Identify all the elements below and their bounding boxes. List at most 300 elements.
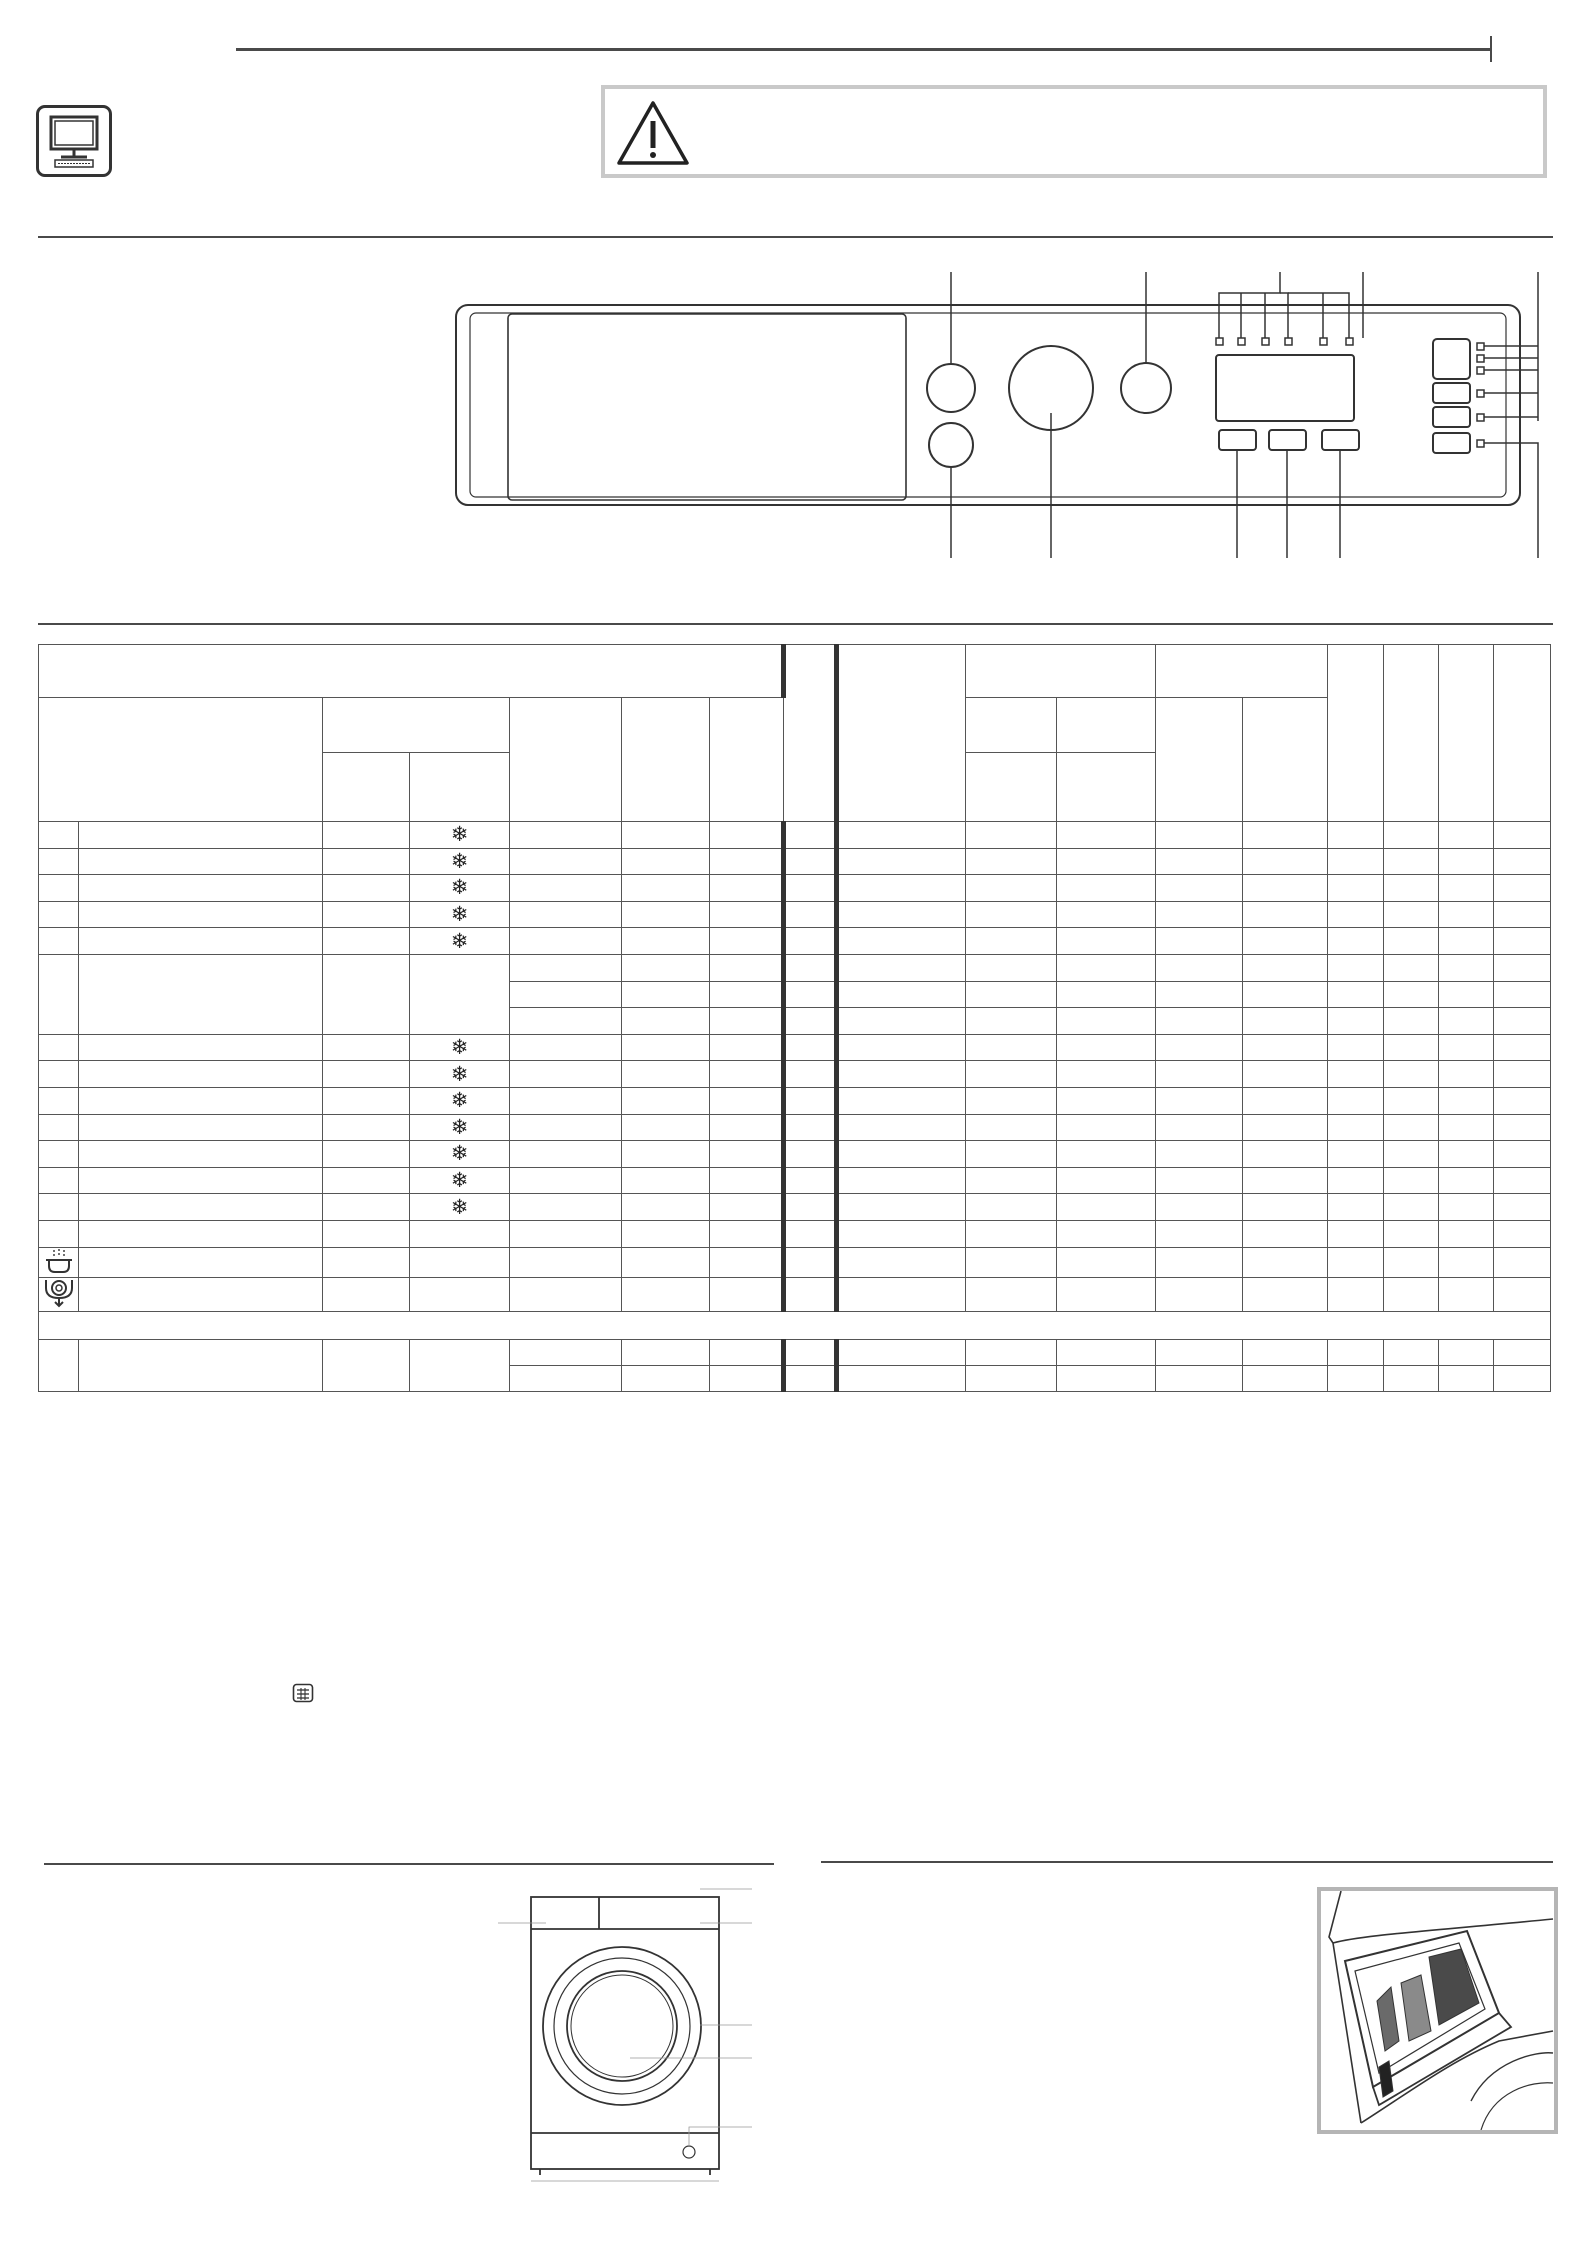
table-cell — [1156, 1167, 1242, 1194]
section-rule — [38, 623, 1553, 625]
table-cell — [783, 1247, 836, 1277]
table-cell — [966, 1365, 1057, 1391]
table-cell — [966, 1247, 1057, 1277]
table-cell — [1156, 1034, 1242, 1061]
table-cell — [783, 1034, 836, 1061]
table-cell — [1057, 901, 1156, 928]
table-cell — [783, 1087, 836, 1114]
table-cell — [837, 1247, 966, 1277]
table-cell — [509, 875, 621, 902]
snowflake-icon: ❄ — [450, 1061, 469, 1086]
table-cell — [39, 1220, 79, 1247]
table-cell — [837, 822, 966, 849]
table-cell — [966, 1167, 1057, 1194]
monitor-icon — [36, 105, 112, 177]
table-cell — [709, 1220, 783, 1247]
table-cell — [509, 1194, 621, 1221]
table-cell — [1156, 1247, 1242, 1277]
table-cell — [323, 848, 410, 875]
table-cell — [323, 901, 410, 928]
table-cell — [1493, 1087, 1550, 1114]
table-cell — [509, 1167, 621, 1194]
table-cell — [783, 875, 836, 902]
table-cell — [1383, 1247, 1438, 1277]
knob-left-top — [927, 364, 975, 412]
table-cell — [1493, 954, 1550, 981]
table-cell — [1156, 822, 1242, 849]
table-cell — [1156, 1141, 1242, 1168]
spin-drain-icon — [42, 1278, 76, 1308]
table-cell — [1057, 1087, 1156, 1114]
panel-button-1 — [1219, 430, 1256, 450]
table-header-cell — [1156, 645, 1327, 698]
table-cell — [410, 1114, 509, 1141]
washing-machine-diagram — [490, 1885, 760, 2185]
table-cell — [709, 1167, 783, 1194]
table-cell — [323, 1114, 410, 1141]
table-row — [39, 848, 1551, 875]
table-cell — [1242, 1247, 1327, 1277]
detergent-dispenser-illustration — [1317, 1887, 1558, 2134]
table-header-cell — [39, 645, 784, 698]
table-header-cell — [1383, 645, 1438, 822]
table-cell — [709, 1365, 783, 1391]
table-row — [39, 928, 1551, 955]
table-cell — [709, 1277, 783, 1311]
table-cell — [1438, 1167, 1493, 1194]
table-cell — [410, 1087, 509, 1114]
table-cell — [1057, 1339, 1156, 1365]
table-cell — [783, 1114, 836, 1141]
table-cell — [1493, 822, 1550, 849]
table-cell — [323, 1194, 410, 1221]
table-cell — [39, 1247, 79, 1277]
table-cell — [39, 1167, 79, 1194]
warning-box — [601, 85, 1547, 178]
table-cell — [79, 1339, 323, 1391]
table-header-cell — [323, 753, 410, 822]
table-cell — [1493, 1114, 1550, 1141]
table-cell — [79, 901, 323, 928]
table-cell — [509, 848, 621, 875]
table-cell — [79, 1114, 323, 1141]
table-cell — [966, 1114, 1057, 1141]
grid-icon — [292, 1683, 314, 1703]
table-cell — [1383, 1034, 1438, 1061]
table-cell — [837, 1141, 966, 1168]
table-cell — [1156, 848, 1242, 875]
table-cell — [709, 1034, 783, 1061]
table-cell — [79, 822, 323, 849]
table-cell — [1383, 1087, 1438, 1114]
table-cell — [1242, 1141, 1327, 1168]
table-cell — [39, 1277, 79, 1311]
table-cell — [1327, 1277, 1383, 1311]
table-cell — [1438, 875, 1493, 902]
table-cell — [39, 1311, 1551, 1339]
table-cell — [1327, 954, 1383, 981]
table-cell — [323, 1247, 410, 1277]
table-cell — [1438, 848, 1493, 875]
table-cell — [783, 1220, 836, 1247]
table-row — [39, 1087, 1551, 1114]
table-cell — [621, 1141, 709, 1168]
table-cell — [1057, 1365, 1156, 1391]
table-cell — [1327, 1247, 1383, 1277]
table-cell — [410, 848, 509, 875]
table-cell — [1242, 875, 1327, 902]
table-cell — [783, 822, 836, 849]
snowflake-icon: ❄ — [450, 822, 469, 847]
table-cell — [1327, 1194, 1383, 1221]
table-cell — [79, 928, 323, 955]
table-header-cell — [966, 753, 1057, 822]
table-cell — [410, 1247, 509, 1277]
table-cell — [621, 954, 709, 981]
table-cell — [1493, 1167, 1550, 1194]
top-rule — [236, 48, 1490, 51]
table-cell — [709, 1339, 783, 1365]
table-cell — [323, 1087, 410, 1114]
table-cell — [410, 1034, 509, 1061]
table-cell — [1057, 848, 1156, 875]
table-cell — [709, 848, 783, 875]
table-cell — [783, 1365, 836, 1391]
table-cell — [1242, 1339, 1327, 1365]
panel-button-3 — [1322, 430, 1359, 450]
table-cell — [966, 928, 1057, 955]
table-cell — [709, 1247, 783, 1277]
table-cell — [1242, 901, 1327, 928]
table-cell — [1493, 901, 1550, 928]
table-cell — [323, 1034, 410, 1061]
snowflake-icon: ❄ — [450, 875, 469, 900]
table-cell — [1438, 1194, 1493, 1221]
table-cell — [621, 1167, 709, 1194]
table-cell — [39, 1141, 79, 1168]
table-cell — [709, 875, 783, 902]
table-cell — [323, 1277, 410, 1311]
panel-lcd — [1216, 355, 1354, 421]
table-cell — [1057, 1114, 1156, 1141]
table-cell — [410, 1277, 509, 1311]
table-cell — [783, 1008, 836, 1035]
table-cell — [621, 1365, 709, 1391]
table-cell — [783, 954, 836, 981]
table-cell — [79, 1277, 323, 1311]
table-row — [39, 1034, 1551, 1061]
table-cell — [410, 1141, 509, 1168]
table-cell — [966, 954, 1057, 981]
table-row — [39, 1311, 1551, 1339]
table-cell — [509, 1365, 621, 1391]
table-cell — [1383, 901, 1438, 928]
table-cell — [1438, 1008, 1493, 1035]
table-cell — [783, 1141, 836, 1168]
table-cell — [1438, 1141, 1493, 1168]
table-cell — [509, 822, 621, 849]
table-cell — [709, 901, 783, 928]
table-cell — [79, 1034, 323, 1061]
table-cell — [39, 1061, 79, 1088]
table-cell — [709, 1141, 783, 1168]
table-cell — [79, 1194, 323, 1221]
table-header-cell — [1156, 698, 1242, 822]
table-cell — [79, 1167, 323, 1194]
table-cell — [1057, 954, 1156, 981]
table-header-cell — [1057, 698, 1156, 753]
table-cell — [1242, 928, 1327, 955]
table-cell — [410, 1061, 509, 1088]
table-cell — [39, 1034, 79, 1061]
table-cell — [621, 1277, 709, 1311]
table-cell — [323, 822, 410, 849]
table-cell — [621, 901, 709, 928]
table-cell — [621, 822, 709, 849]
table-cell — [410, 875, 509, 902]
table-cell — [1383, 1194, 1438, 1221]
table-cell — [1383, 981, 1438, 1008]
table-cell — [1327, 928, 1383, 955]
table-cell — [1383, 928, 1438, 955]
table-cell — [1438, 1277, 1493, 1311]
table-cell — [323, 1339, 410, 1391]
table-cell — [621, 1061, 709, 1088]
table-cell — [509, 1114, 621, 1141]
table-cell — [1327, 1167, 1383, 1194]
table-cell — [39, 848, 79, 875]
table-cell — [1057, 1141, 1156, 1168]
table-cell — [1327, 848, 1383, 875]
snowflake-icon: ❄ — [450, 902, 469, 927]
table-cell — [1156, 1061, 1242, 1088]
table-cell — [1327, 875, 1383, 902]
table-cell — [1438, 1339, 1493, 1365]
table-header-cell — [621, 698, 709, 822]
table-cell — [1057, 981, 1156, 1008]
table-cell — [79, 1087, 323, 1114]
table-cell — [1383, 1061, 1438, 1088]
snowflake-icon: ❄ — [450, 1141, 469, 1166]
table-cell — [966, 848, 1057, 875]
table-cell — [1438, 1034, 1493, 1061]
table-cell — [1242, 1220, 1327, 1247]
table-cell — [1493, 981, 1550, 1008]
table-cell — [966, 1034, 1057, 1061]
table-cell — [837, 1034, 966, 1061]
table-cell — [1438, 901, 1493, 928]
table-cell — [509, 1061, 621, 1088]
table-cell — [1242, 822, 1327, 849]
table-cell — [783, 1339, 836, 1365]
table-cell — [1327, 1141, 1383, 1168]
panel-button-6 — [1433, 407, 1470, 427]
table-cell — [621, 1247, 709, 1277]
table-header-cell — [1493, 645, 1550, 822]
table-cell — [1057, 1167, 1156, 1194]
table-cell — [621, 928, 709, 955]
table-cell — [39, 875, 79, 902]
table-cell — [39, 954, 79, 1034]
table-cell — [966, 1339, 1057, 1365]
table-header-cell — [1057, 753, 1156, 822]
table-cell — [323, 1220, 410, 1247]
table-cell — [837, 901, 966, 928]
table-cell — [1156, 1339, 1242, 1365]
table-cell — [621, 1034, 709, 1061]
table-cell — [966, 1141, 1057, 1168]
table-cell — [1383, 954, 1438, 981]
machine-door-glass — [567, 1971, 677, 2081]
table-cell — [621, 981, 709, 1008]
table-cell — [1493, 1277, 1550, 1311]
table-cell — [621, 1087, 709, 1114]
table-row — [39, 901, 1551, 928]
table-cell — [1156, 1220, 1242, 1247]
table-cell — [39, 1114, 79, 1141]
table-cell — [1438, 954, 1493, 981]
table-cell — [783, 928, 836, 955]
table-cell — [509, 1277, 621, 1311]
snowflake-icon: ❄ — [450, 1114, 469, 1139]
panel-start-button — [1433, 339, 1470, 379]
panel-display-window — [508, 314, 906, 500]
table-cell — [1242, 1087, 1327, 1114]
table-cell — [39, 1339, 79, 1391]
table-cell — [410, 1167, 509, 1194]
table-cell — [1242, 981, 1327, 1008]
table-cell — [709, 822, 783, 849]
table-cell — [966, 822, 1057, 849]
table-row — [39, 1141, 1551, 1168]
table-cell — [966, 875, 1057, 902]
machine-body — [531, 1897, 719, 2169]
panel-button-7 — [1433, 433, 1470, 453]
table-cell — [1327, 1034, 1383, 1061]
table-cell — [1242, 1114, 1327, 1141]
table-cell — [1242, 1034, 1327, 1061]
panel-button-2 — [1269, 430, 1306, 450]
table-cell — [837, 954, 966, 981]
section-rule-right — [821, 1861, 1553, 1863]
table-row — [39, 954, 1551, 981]
table-cell — [1383, 1277, 1438, 1311]
warning-triangle-icon — [615, 99, 691, 167]
table-cell — [837, 928, 966, 955]
table-cell — [1493, 1061, 1550, 1088]
table-cell — [1156, 954, 1242, 981]
table-cell — [837, 1114, 966, 1141]
table-cell — [783, 981, 836, 1008]
table-cell — [621, 1194, 709, 1221]
table-cell — [1242, 1167, 1327, 1194]
table-cell — [1057, 1008, 1156, 1035]
top-rule-tick — [1490, 36, 1492, 62]
table-cell — [1383, 1167, 1438, 1194]
table-cell — [1493, 1339, 1550, 1365]
table-header-cell — [966, 645, 1156, 698]
table-cell — [783, 1277, 836, 1311]
table-cell — [966, 1277, 1057, 1311]
table-header-cell — [1438, 645, 1493, 822]
table-cell — [783, 901, 836, 928]
table-cell — [1383, 1141, 1438, 1168]
table-cell — [709, 928, 783, 955]
table-cell — [1438, 928, 1493, 955]
table-cell — [410, 1339, 509, 1391]
table-cell — [79, 1247, 323, 1277]
table-cell — [1493, 1365, 1550, 1391]
table-cell — [1057, 875, 1156, 902]
table-cell — [1327, 1008, 1383, 1035]
table-header-cell — [410, 753, 509, 822]
section-rule — [38, 236, 1553, 238]
table-cell — [1057, 1247, 1156, 1277]
table-cell — [837, 1277, 966, 1311]
table-cell — [79, 848, 323, 875]
table-cell — [837, 1167, 966, 1194]
table-cell — [1156, 1194, 1242, 1221]
table-cell — [1242, 1365, 1327, 1391]
table-cell — [783, 1061, 836, 1088]
table-cell — [709, 981, 783, 1008]
table-cell — [1383, 1339, 1438, 1365]
table-cell — [1156, 1277, 1242, 1311]
table-cell — [1383, 848, 1438, 875]
knob-left-bottom — [929, 423, 973, 467]
snowflake-icon: ❄ — [450, 1035, 469, 1060]
table-cell — [1242, 954, 1327, 981]
table-cell — [1493, 1141, 1550, 1168]
table-cell — [783, 1194, 836, 1221]
table-cell — [837, 875, 966, 902]
table-header-cell — [709, 698, 783, 822]
table-cell — [837, 1087, 966, 1114]
table-cell — [1057, 1277, 1156, 1311]
table-cell — [1493, 875, 1550, 902]
table-cell — [1493, 848, 1550, 875]
snowflake-icon: ❄ — [450, 1088, 469, 1113]
table-cell — [1383, 1365, 1438, 1391]
table-cell — [79, 875, 323, 902]
table-cell — [509, 928, 621, 955]
table-header-cell — [837, 645, 966, 822]
table-cell — [1057, 1061, 1156, 1088]
table-cell — [1438, 981, 1493, 1008]
table-cell — [509, 1008, 621, 1035]
table-cell — [966, 1087, 1057, 1114]
table-cell — [1493, 1008, 1550, 1035]
table-cell — [509, 1220, 621, 1247]
table-cell — [1327, 1365, 1383, 1391]
table-cell — [1242, 1194, 1327, 1221]
table-cell — [509, 1339, 621, 1365]
snowflake-icon: ❄ — [450, 848, 469, 873]
table-cell — [39, 901, 79, 928]
table-cell — [1383, 1114, 1438, 1141]
table-row — [39, 1061, 1551, 1088]
table-cell — [1057, 822, 1156, 849]
table-row — [39, 875, 1551, 902]
table-cell — [709, 954, 783, 981]
table-cell — [621, 1220, 709, 1247]
table-cell — [1438, 1114, 1493, 1141]
table-cell — [837, 981, 966, 1008]
table-cell — [1327, 981, 1383, 1008]
table-cell — [1383, 1008, 1438, 1035]
table-cell — [1327, 901, 1383, 928]
table-cell — [837, 1365, 966, 1391]
